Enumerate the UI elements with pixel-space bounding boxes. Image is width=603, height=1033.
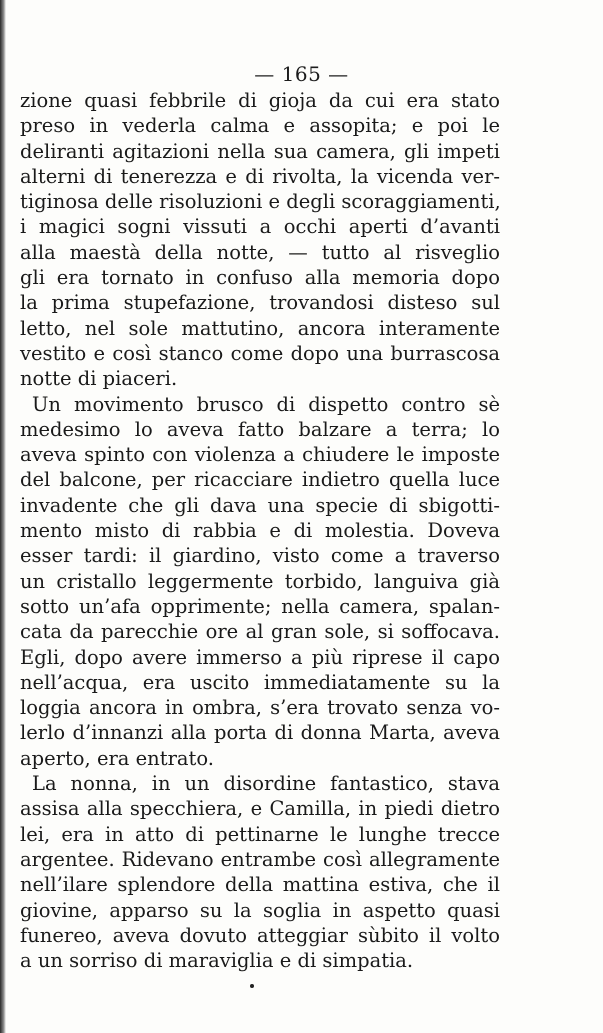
page-number: — 165 — <box>254 62 349 86</box>
text-line: zione quasi febbrile di gioja da cui era stato <box>20 89 500 112</box>
text-line: notte di piaceri. <box>20 367 178 391</box>
text-line: lerlo d’innanzi alla porta di donna Marta, aveva <box>20 721 500 745</box>
text-line: del balcone, per ricacciare indietro quella luce <box>20 468 500 492</box>
text-line: aveva spinto con violenza a chiudere le imposte <box>20 443 500 467</box>
text-line: deliranti agitazioni nella sua camera, gli impeti <box>20 139 500 163</box>
text-line: nell’acqua, era uscito immediatamente su la <box>20 670 500 694</box>
text-line: alterni di tenerezza e di rivolta, la vicenda ver- <box>20 164 500 188</box>
text-line: gli era tornato in confuso alla memoria dopo <box>20 266 500 290</box>
text-line: i magici sogni vissuti a occhi aperti d’avanti <box>20 215 500 239</box>
body-text <box>20 88 500 973</box>
text-line: cata da parecchie ore al gran sole, si soffocava. <box>20 620 500 644</box>
text-line: esser tardi: il giardino, visto come a traverso <box>20 544 500 568</box>
text-line: loggia ancora in ombra, s’era trovato senza vo- <box>20 696 500 720</box>
text-line: mento misto di rabbia e di molestia. Doveva <box>20 519 500 543</box>
text-line: lei, era in atto di pettinarne le lunghe trecce <box>20 822 500 846</box>
page-binding-edge <box>0 0 6 1033</box>
text-line: vestito e così stanco come dopo una burrascosa <box>20 341 500 365</box>
text-line: invadente che gli dava una specie di sbigotti- <box>20 493 500 517</box>
text-line: medesimo lo aveva fatto balzare a terra; lo <box>20 417 500 441</box>
paragraph-start-line: La nonna, in un disordine fantastico, stava <box>32 772 500 796</box>
text-line: sotto un’afa opprimente; nella camera, spalan- <box>20 594 500 618</box>
text-line: giovine, apparso su la soglia in aspetto quasi <box>20 898 500 922</box>
text-line: la prima stupefazione, trovandosi disteso sul <box>20 291 500 315</box>
text-line: assisa alla specchiera, e Camilla, in piedi dietro <box>20 797 500 821</box>
text-line: preso in vederla calma e assopita; e poi le <box>20 114 500 138</box>
text-line: un cristallo leggermente torbido, languiva già <box>20 569 500 593</box>
text-line: Egli, dopo avere immerso a più riprese il capo <box>20 645 500 669</box>
text-line: tiginosa delle risoluzioni e degli scoraggiamenti, <box>20 190 501 214</box>
footer-mark <box>250 984 254 988</box>
text-line: nell’ilare splendore della mattina estiva, che il <box>20 873 500 897</box>
text-line: a un sorriso di maraviglia e di simpatia. <box>20 949 414 973</box>
text-line: aperto, era entrato. <box>20 746 214 770</box>
text-line: funereo, aveva dovuto atteggiar sùbito il volto <box>20 923 500 947</box>
text-line: alla maestà della notte, — tutto al risveglio <box>20 240 500 264</box>
paragraph-start-line: Un movimento brusco di dispetto contro sè <box>32 392 500 416</box>
text-line: letto, nel sole mattutino, ancora interamente <box>20 316 500 340</box>
text-line: argentee. Ridevano entrambe così allegramente <box>20 847 500 871</box>
